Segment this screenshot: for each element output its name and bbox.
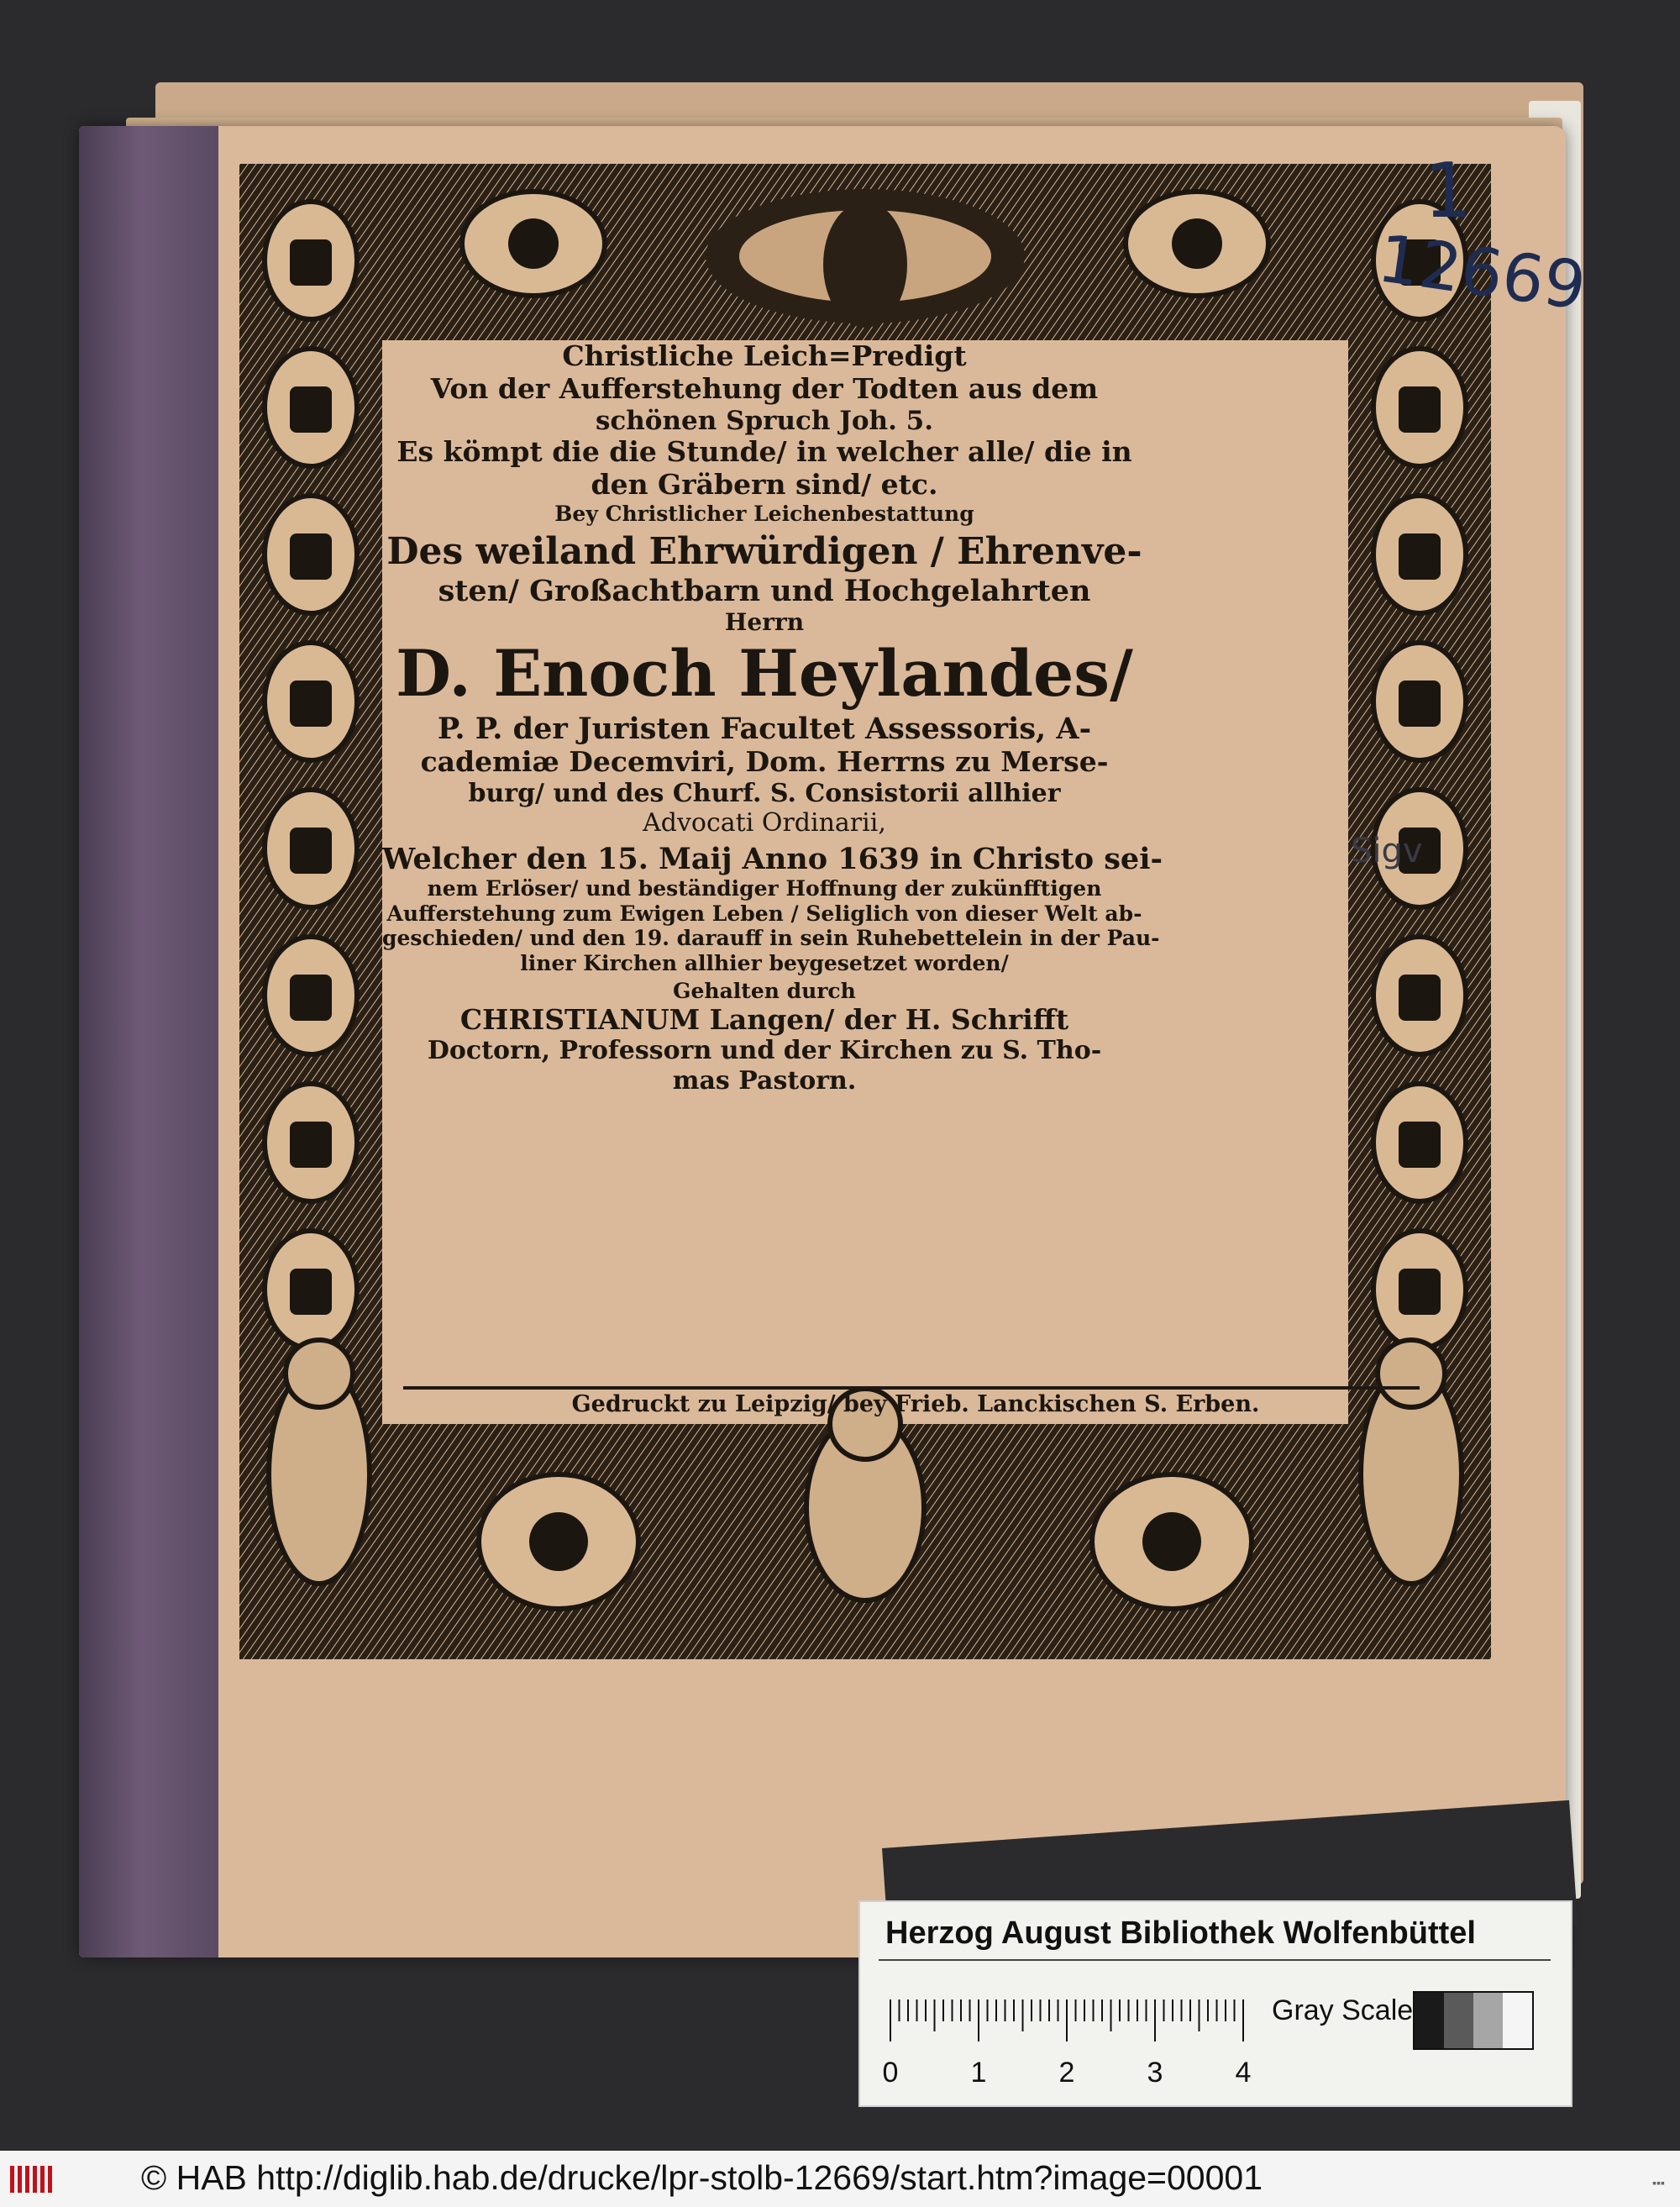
institution-name: Herzog August Bibliothek Wolfenbüttel (885, 1915, 1476, 1951)
ruler-number: 3 (1147, 2057, 1163, 2089)
shelfmark-number: 12669 (1373, 221, 1591, 325)
title-line: sten/ Großachtbarn und Hochgelahrten (438, 573, 1091, 608)
copyright-link[interactable]: © HAB http://diglib.hab.de/drucke/lpr-stolb-12669/start.htm?image=00001 (141, 2158, 1263, 2197)
title-line: geschieden/ und den 19. darauff in sein Ruhebettelein in der Pau- (382, 926, 1160, 951)
purple-spine (79, 126, 218, 1957)
cherub-icon (1361, 1340, 1462, 1584)
title-line: P. P. der Juristen Facultet Assessoris, A- (437, 711, 1092, 746)
title-line: Christliche Leich=Predigt (562, 339, 967, 372)
title-line: Des weiland Ehrwürdigen / Ehrenve- (386, 529, 1142, 573)
gray-swatch (1473, 1993, 1503, 2048)
margin-note: Sigv (1351, 832, 1423, 870)
author-line: CHRISTIANUM Langen/ der H. Schrifft (459, 1002, 1069, 1036)
title-line: Herrn (724, 608, 805, 637)
title-line: burg/ und des Churf. S. Consistorii allhier (468, 778, 1061, 808)
hab-logo-icon (8, 2162, 55, 2196)
title-text-block (382, 339, 1163, 1096)
scale-card (858, 1900, 1572, 2107)
imprint-rule (403, 1386, 1420, 1390)
gray-swatch (1503, 1993, 1532, 2048)
gray-swatch (1415, 1993, 1444, 2048)
deceased-name: D. Enoch Heylandes/ (396, 636, 1133, 712)
ruler-number: 0 (882, 2057, 899, 2089)
title-line: Welcher den 15. Maij Anno 1639 in Christo sei- (382, 841, 1163, 876)
imprint-line: Gedruckt zu Leipzig/ bey Frieb. Lanckischen S. Erben. (571, 1391, 1260, 1417)
title-line: Advocati Ordinarii, (643, 808, 886, 838)
ruler-number: 4 (1235, 2057, 1252, 2089)
gray-scale-label: Gray Scale (1272, 1994, 1414, 2026)
title-line: cademiæ Decemviri, Dom. Herrns zu Merse- (420, 745, 1109, 779)
title-line: liner Kirchen allhier beygesetzet worden/ (520, 950, 1009, 975)
title-line: nem Erlöser/ und beständiger Hoffnung der zukünfftigen (427, 876, 1102, 901)
ruler-number: 1 (970, 2057, 987, 2089)
title-line: Von der Aufferstehung der Todten aus dem (430, 371, 1099, 405)
title-line: Bey Christlicher Leichenbestattung (554, 502, 974, 527)
footer-bar (0, 2151, 1680, 2207)
card-divider (879, 1959, 1551, 1961)
shelfmark-top: 1 (1424, 147, 1473, 235)
gray-swatch (1444, 1993, 1473, 2048)
footer-dots: ▪▪▪ (1652, 2176, 1665, 2189)
ruler-number: 2 (1058, 2057, 1075, 2089)
title-line: Aufferstehung zum Ewigen Leben / Seliglich von dieser Welt ab- (386, 901, 1142, 926)
cherub-icon (269, 1340, 370, 1584)
title-line: den Gräbern sind/ etc. (591, 468, 938, 502)
title-line: Doctorn, Professorn und der Kirchen zu S. Tho- (427, 1036, 1102, 1066)
title-line: schönen Spruch Joh. 5. (595, 405, 934, 436)
title-line: mas Pastorn. (672, 1065, 857, 1096)
title-line: Gehalten durch (673, 979, 856, 1004)
ruler-scale (882, 1993, 1289, 2092)
title-line: Es kömpt die die Stunde/ in welcher alle/ die in (396, 435, 1132, 469)
gray-scale-swatches (1413, 1991, 1534, 2050)
